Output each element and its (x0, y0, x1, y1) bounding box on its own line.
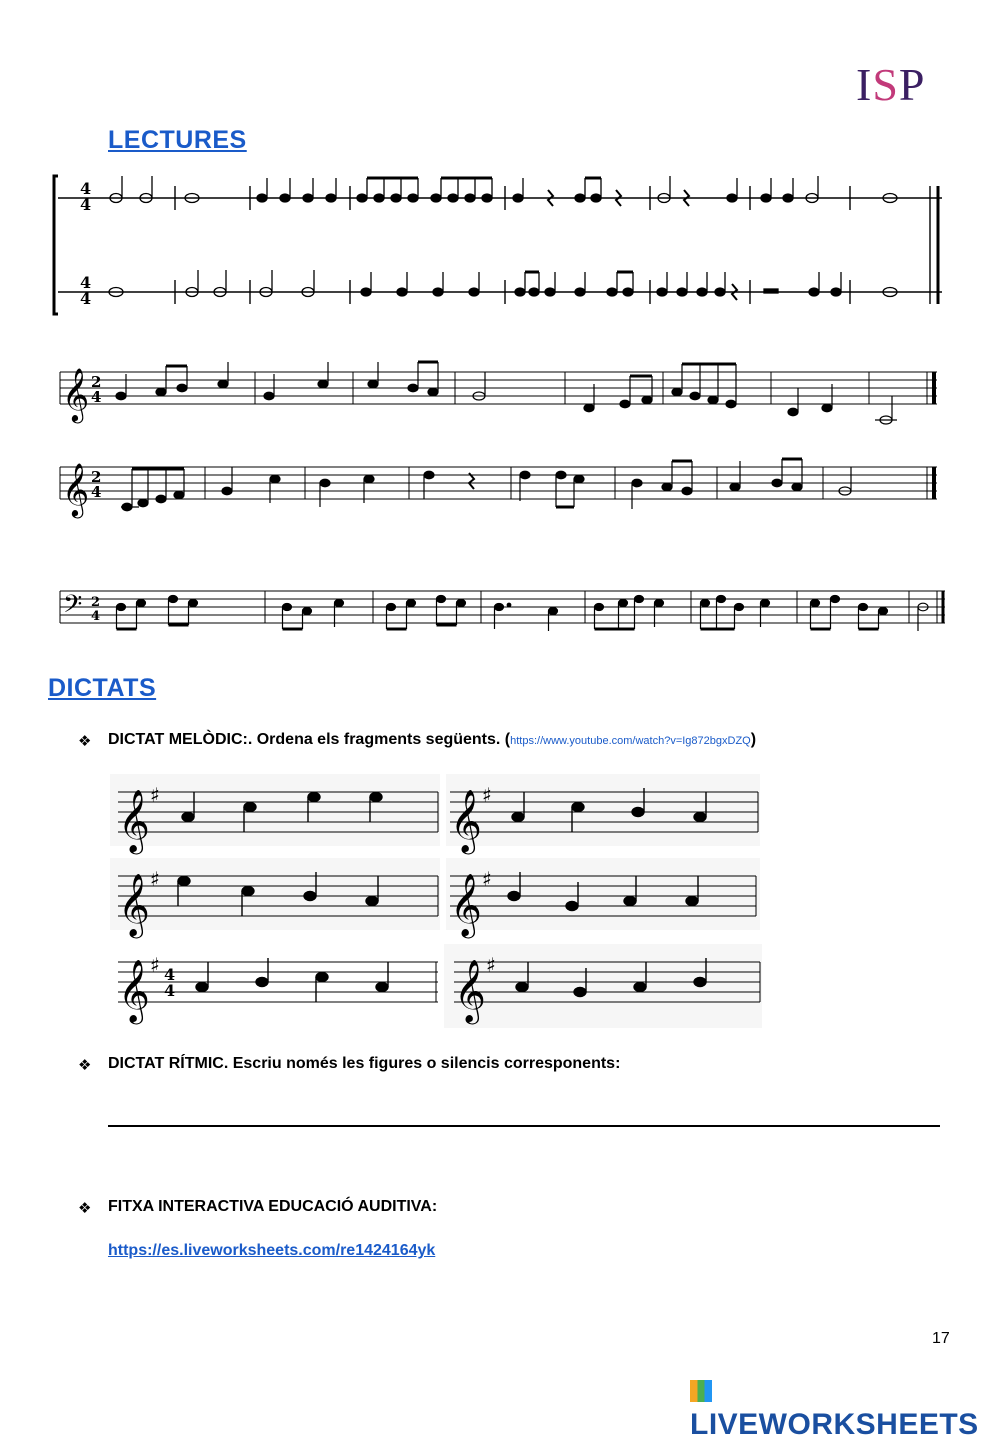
liveworksheets-link[interactable]: https://es.liveworksheets.com/re1424164yk (108, 1242, 436, 1259)
svg-text:4: 4 (91, 388, 102, 406)
svg-text:4: 4 (164, 965, 176, 984)
svg-text:𝄞: 𝄞 (450, 873, 482, 936)
time-sig-den: 4 (80, 289, 92, 308)
rhythm-notes-top (110, 176, 897, 206)
svg-text:2: 2 (91, 373, 102, 391)
fragment-1 (110, 774, 440, 855)
svg-text:♯: ♯ (150, 867, 160, 891)
ritmic-instruction: DICTAT RÍTMIC. Escriu només les figures o silencis corresponents: (108, 1055, 621, 1072)
page-number: 17 (932, 1330, 950, 1347)
bass-clef-icon: 𝄢 (63, 590, 83, 625)
fragment-2 (446, 774, 760, 855)
fragment-3 (110, 858, 440, 939)
barlines-top (175, 186, 938, 304)
svg-text:𝄞: 𝄞 (118, 873, 150, 936)
svg-text:♯: ♯ (150, 783, 160, 807)
svg-text:♯: ♯ (486, 953, 496, 977)
svg-text:2: 2 (91, 468, 102, 486)
dictats-heading: DICTATS (48, 674, 157, 702)
answer-line[interactable] (108, 1125, 940, 1127)
fragment-5 (110, 944, 440, 1028)
diamond-bullet-icon: ❖ (78, 733, 92, 750)
isp-logo: ISP (856, 59, 926, 110)
lectures-heading: LECTURES (108, 126, 247, 154)
svg-text:𝄞: 𝄞 (118, 959, 150, 1022)
melody-staff-2 (55, 455, 945, 525)
time-sig-den: 4 (80, 195, 92, 214)
bass-notes (117, 596, 929, 632)
liveworksheets-brand: LIVEWORKSHEETS (690, 1374, 1000, 1442)
score-bracket (54, 176, 58, 314)
time-sig-num: 4 (80, 273, 92, 292)
svg-text:2: 2 (91, 595, 101, 610)
melodic-instruction: DICTAT MELÒDIC:. Ordena els fragments següents. (https://www.youtube.com/watch?v=Ig872bgxDZQ) (108, 731, 757, 748)
svg-text:4: 4 (91, 609, 101, 624)
fragment-6 (444, 944, 762, 1028)
svg-text:♯: ♯ (150, 953, 160, 977)
diamond-bullet-icon: ❖ (78, 1200, 92, 1217)
fitxa-label: FITXA INTERACTIVA EDUCACIÓ AUDITIVA: (108, 1198, 438, 1215)
melodic-label: DICTAT MELÒDIC:. Ordena els fragments següents. ( (108, 731, 511, 748)
bass-staff (55, 585, 950, 635)
youtube-link[interactable]: https://www.youtube.com/watch?v=Ig872bgxDZQ (510, 735, 751, 747)
melodic-fragments (110, 770, 765, 1030)
svg-text:𝄞: 𝄞 (454, 959, 486, 1022)
rhythm-notes-bottom (109, 270, 897, 300)
svg-text:♯: ♯ (482, 867, 492, 891)
treble-clef-icon: 𝄞 (62, 462, 90, 516)
melody-staff-1 (55, 360, 945, 426)
svg-text:𝄞: 𝄞 (118, 789, 150, 852)
rhythm-score (50, 168, 950, 320)
svg-text:4: 4 (164, 981, 176, 1000)
diamond-bullet-icon: ❖ (78, 1057, 92, 1074)
melody-notes-1 (116, 362, 897, 424)
svg-text:4: 4 (91, 483, 102, 501)
svg-text:𝄞: 𝄞 (450, 789, 482, 852)
treble-clef-icon: 𝄞 (62, 367, 90, 421)
svg-text:♯: ♯ (482, 783, 492, 807)
liveworksheets-logo-icon (690, 1380, 712, 1402)
fragment-4 (446, 858, 760, 939)
time-sig-num: 4 (80, 179, 92, 198)
